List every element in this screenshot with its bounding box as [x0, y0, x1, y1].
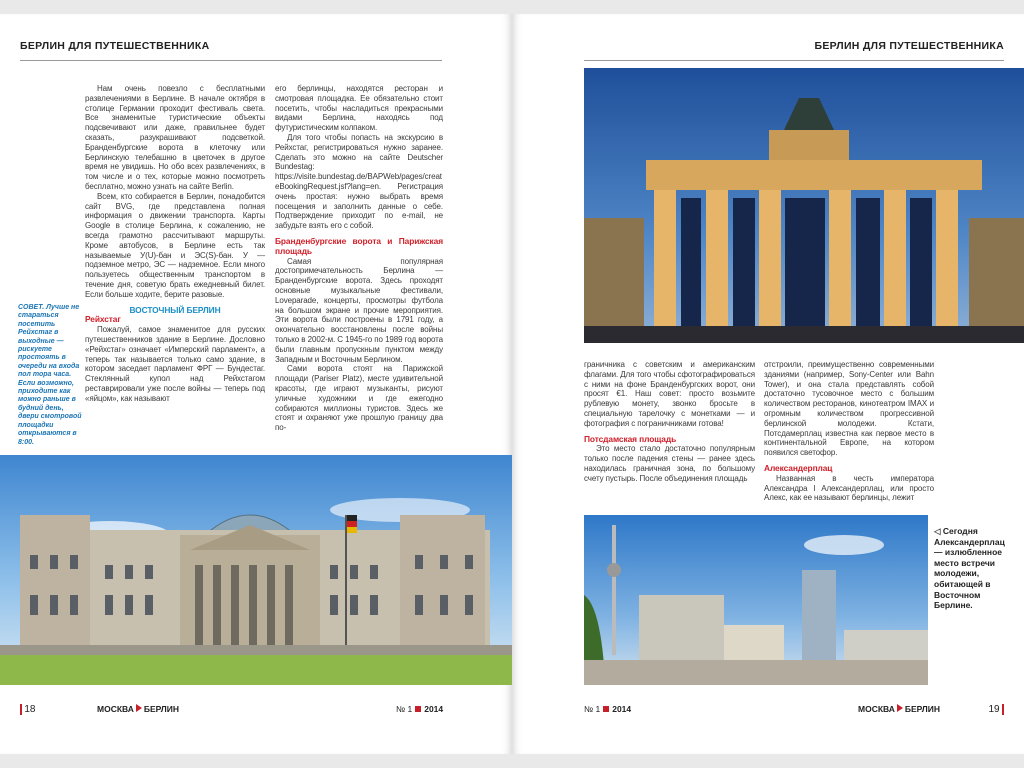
- paragraph: граничника с советским и американским флагами. Для того чтобы сфотографироваться с ними на фоне Бранденбургских ворот, они просят €1. Наш совет: просто возьмите рублевую монету, звонко бросьте в специальную тарелочку с монетками — и фотография с пограничниками готова!: [584, 360, 755, 428]
- page-bar: [20, 704, 22, 715]
- paragraph: Нам очень повезло с бесплатными развлечениями в Берлине. В начале октября в столице Германии проходит фестиваль света. Все знаменитые туристические объекты подсвечивают или даже, правильнее будет сказать, разукрашивают подсветкой. Бранденбургские ворота в клеточку или Берлинскую телебашню в цветочек в другое время не увидишь. Но обо всех развлечениях, в том числе и о тех, которые можно посмотреть бесплатно, можно узнать на сайте Berlin.: [85, 84, 265, 191]
- issue-number: № 1: [584, 704, 601, 714]
- page-number: 18: [24, 704, 36, 715]
- arrow-icon: [136, 704, 142, 712]
- brandenburg-gate-illustration: [584, 68, 1024, 343]
- issue-number: № 1: [396, 704, 413, 714]
- section-heading: ВОСТОЧНЫЙ БЕРЛИН: [129, 304, 221, 315]
- article-column-3: [584, 360, 755, 484]
- paragraph: Сами ворота стоят на Парижской площади (Pariser Platz), месте удивительной красоты, где играют музыканты, рисуют уличные художники и где ежегодно собираются миллионы туристов. Здесь же стоят и охраняют уже прошлую границу два по-: [275, 364, 443, 433]
- brand-to: БЕРЛИН: [143, 704, 179, 714]
- issue-year: 2014: [612, 704, 632, 714]
- paragraph: Самая популярная достопримечательность Берлина — Бранденбургские ворота. Здесь проходят основные музыкальные фестивали, Loveparade, концерты, просмотры футбола на большом экране и прочие мероприятия. Эти ворота были построены в 1791 году, а окончательно восстановлены после войны только в 2002-м. С 1945-го по 1989 год ворота были главным пропускным пунктом между Западным и Восточным Берлином.: [275, 256, 443, 364]
- footer-brand: [97, 704, 179, 714]
- paragraph: его берлинцы, находятся ресторан и смотровая площадка. Ее обязательно стоит посетить, чтобы насладиться прекрасными видами Берлина, находясь под футуристическим колпаком.: [275, 84, 443, 133]
- alexanderplatz-illustration: [584, 515, 928, 685]
- photo-caption: [934, 526, 1014, 611]
- reichstag-illustration: [0, 455, 512, 685]
- pointer-arrow-icon: ◁: [934, 526, 941, 536]
- subheading-reichstag: Рейхстаг: [85, 314, 121, 325]
- brand-from: МОСКВА: [97, 704, 134, 714]
- header-rule: [20, 60, 442, 61]
- footer-issue: [584, 704, 631, 714]
- paragraph: Для того чтобы попасть на экскурсию в Рейхстаг, регистрироваться нужно заранее. Сделать это можно на сайте Deutscher Bundestag: https://visite.bundestag.de/BAPWeb/pages/createBookingRequest.jsf?lang=en. Регистрация очень простая: нужно выбрать время посещения и заполнить данные о себе. Подтверждение приходит по e-mail, не забудьте взять его с собой.: [275, 132, 443, 231]
- paragraph: Это место стало достаточно популярным только после падения стены — ранее здесь находилась граничная зона, по большому счету пустырь. После объединения площадь: [584, 444, 755, 483]
- right-page: [512, 14, 1024, 754]
- page-bar: [1002, 704, 1004, 715]
- sidebar-tip: СОВЕТ. Лучше не стараться посетить Рейхстаг в выходные — рискуете простоять в очереди на входа пол тора часа. Если возможно, приходите как можно раньше в будний день, двери смотровой площадки открываются в 8:00.: [18, 304, 82, 446]
- caption-text: Сегодня Александерплац — излюбленное место встречи молодежи, обитающей в Восточном Берлине.: [934, 526, 1005, 611]
- subheading-brandenburg-gate: Бранденбургские ворота и Парижская площадь: [275, 235, 443, 256]
- running-header: БЕРЛИН ДЛЯ ПУТЕШЕСТВЕННИКА: [20, 40, 210, 52]
- alexanderplatz-photo: [584, 515, 928, 685]
- paragraph: Названная в честь императора Александра I Александерплац, или просто Алекс, как ее называют берлинцы, лежит: [764, 473, 934, 503]
- reichstag-photo: [0, 455, 512, 685]
- article-column-4: [764, 360, 934, 503]
- square-icon: [603, 706, 609, 712]
- footer-left: [20, 704, 36, 715]
- footer-brand: [858, 704, 940, 714]
- arrow-icon: [897, 704, 903, 712]
- header-rule: [584, 60, 1004, 61]
- brand-from: МОСКВА: [858, 704, 895, 714]
- article-column-1: [85, 84, 265, 404]
- issue-year: 2014: [424, 704, 444, 714]
- footer-issue: [396, 704, 443, 714]
- brandenburg-gate-photo: [584, 68, 1024, 343]
- article-column-2: [275, 84, 443, 433]
- paragraph: Всем, кто собирается в Берлин, понадобится сайт BVG, где представлена полная информация о движении транспорта. Карты Google в столице Берлина, к сожалению, не всегда грамотно рассчитывают маршруты. Кроме автобусов, в Берлине есть так называемые У(U)-бан и ЭС(S)-бан. У — подземное метро, ЭС — надземное. Если много пользуетесь общественным транспортом в течение дня, советую брать ежедневный билет. Если больше ходите, берите разовые.: [85, 191, 265, 299]
- subheading-alexanderplatz: Александерплац: [764, 462, 833, 473]
- paragraph: Пожалуй, самое знаменитое для русских путешественников здание в Берлине. Дословно «Рейхстаг» означает «Имперский парламент», а теперь так называется только само здание, в котором заседает парламент ФРГ — Бундестаг. Стеклянный купол над Рейхстагом реставрировали уже после войны — теперь под «яйцом», как называют: [85, 325, 265, 403]
- subheading-potsdamer-platz: Потсдамская площадь: [584, 433, 677, 444]
- footer-right: [989, 704, 1005, 715]
- paragraph: отстроили, преимущественно современными зданиями (например, Sony-Center или Bahn Tower), и она стала представлять собой достаточно тусовочное место с большим количеством ресторанов, кинотеатром IMAX и огромным количеством прогрессивной берлинской молодежи. Кстати, Потсдамерплац известна как первое место в континентальной Европе, на котором появился светофор.: [764, 360, 934, 458]
- brand-to: БЕРЛИН: [904, 704, 940, 714]
- running-header: БЕРЛИН ДЛЯ ПУТЕШЕСТВЕННИКА: [814, 40, 1004, 52]
- square-icon: [415, 706, 421, 712]
- page-number: 19: [988, 704, 1000, 715]
- left-page: [0, 14, 512, 754]
